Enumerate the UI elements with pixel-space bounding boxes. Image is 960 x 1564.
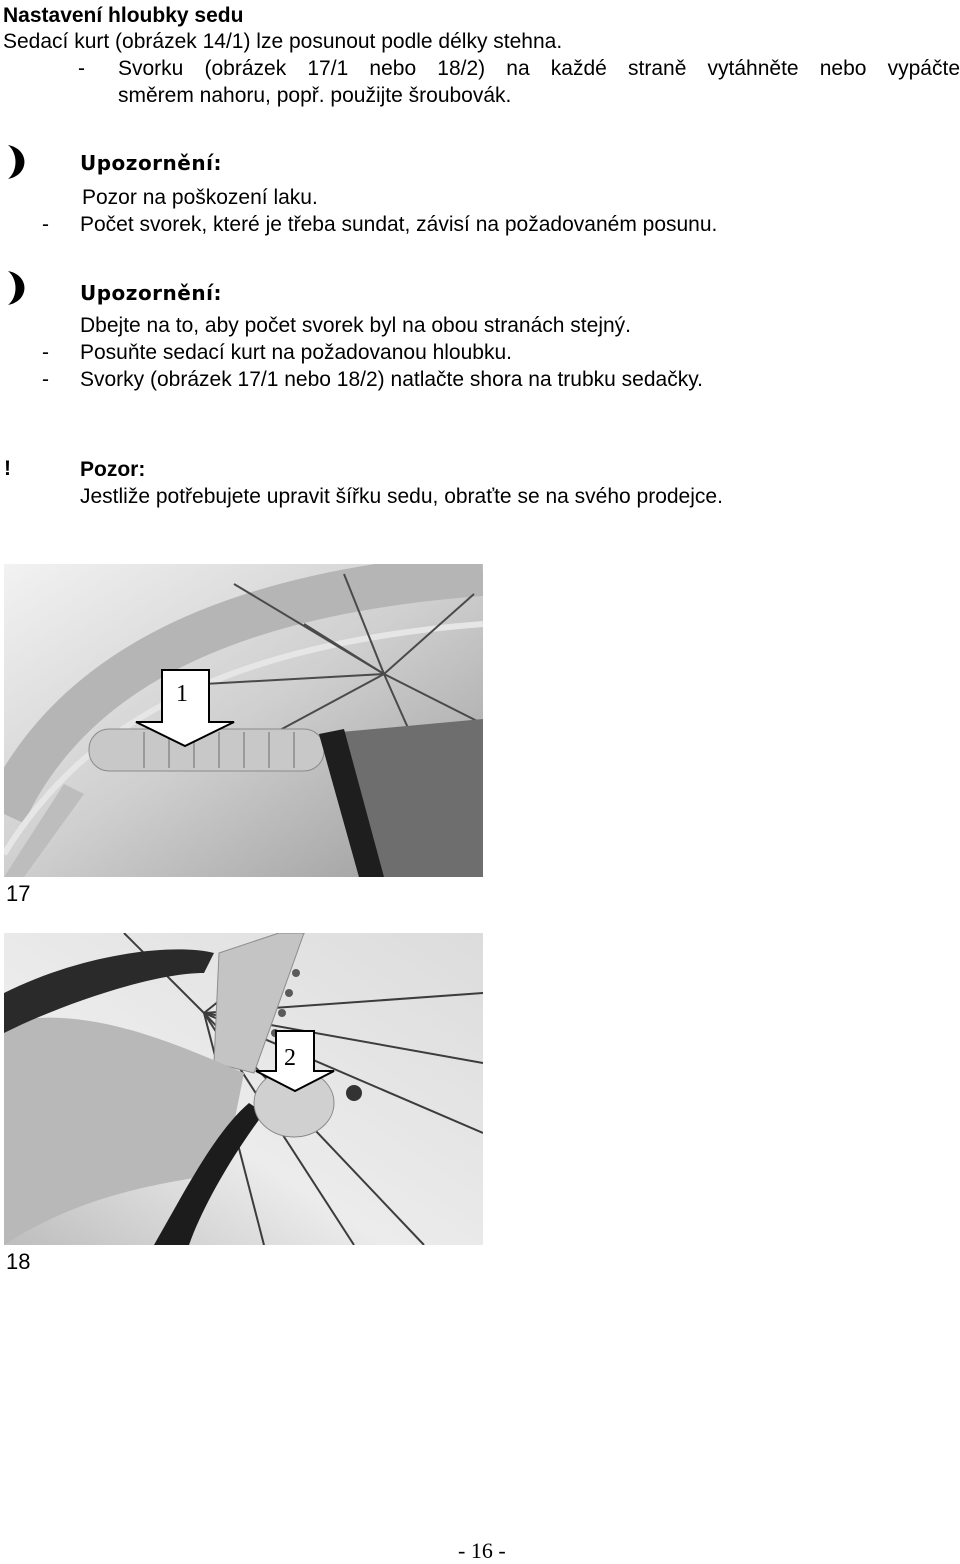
figure-label: 17 xyxy=(6,881,31,906)
caution-heading: Pozor: xyxy=(80,458,146,481)
warning-heading: Upozornění: xyxy=(80,281,222,305)
figure-18-photo xyxy=(4,933,483,1245)
warning-text: Dbejte na to, aby počet svorek byl na obou stranách stejný. xyxy=(80,314,631,337)
list-dash: - xyxy=(78,57,85,80)
caution-text: Jestliže potřebujete upravit šířku sedu, obraťte se na svého prodejce. xyxy=(80,485,723,508)
crescent-moon-icon xyxy=(4,142,34,182)
step-1-line-2: směrem nahoru, popř. použijte šroubovák. xyxy=(118,84,512,107)
section-title: Nastavení hloubky sedu xyxy=(3,4,244,27)
warning-text: Pozor na poškození laku. xyxy=(82,186,318,209)
exclamation-icon: ! xyxy=(4,457,11,480)
warning-text: Počet svorek, které je třeba sundat, závisí na požadovaném posunu. xyxy=(80,213,718,236)
step-1-line-1: Svorku (obrázek 17/1 nebo 18/2) na každé straně vytáhněte nebo vypáčte xyxy=(118,57,960,80)
list-dash: - xyxy=(42,368,49,391)
arrow-label: 2 xyxy=(284,1045,296,1071)
figure-17-photo xyxy=(4,564,483,877)
warning-text: Svorky (obrázek 17/1 nebo 18/2) natlačte shora na trubku sedačky. xyxy=(80,368,703,391)
list-dash: - xyxy=(42,213,49,236)
page-number: - 16 - xyxy=(458,1538,506,1563)
arrow-label: 1 xyxy=(176,681,188,707)
warning-heading: Upozornění: xyxy=(80,151,222,175)
list-dash: - xyxy=(42,341,49,364)
figure-label: 18 xyxy=(6,1249,31,1274)
crescent-moon-icon xyxy=(4,268,34,308)
warning-text: Posuňte sedací kurt na požadovanou hloubku. xyxy=(80,341,512,364)
intro-text: Sedací kurt (obrázek 14/1) lze posunout podle délky stehna. xyxy=(3,30,563,53)
